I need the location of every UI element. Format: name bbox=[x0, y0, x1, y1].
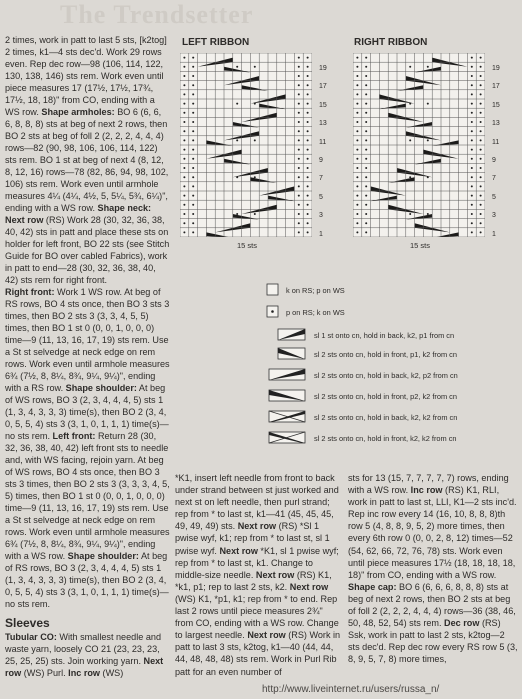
row-number: 3 bbox=[492, 212, 496, 220]
purl-stitch bbox=[298, 213, 300, 215]
purl-stitch bbox=[192, 66, 194, 68]
purl-stitch bbox=[356, 139, 358, 141]
purl-stitch bbox=[480, 204, 482, 206]
purl-stitch bbox=[471, 139, 473, 141]
purl-stitch bbox=[356, 93, 358, 95]
subheading: Tubular CO: bbox=[5, 632, 57, 642]
row-number: 5 bbox=[319, 193, 323, 201]
purl-stitch bbox=[409, 66, 411, 68]
purl-stitch bbox=[365, 139, 367, 141]
purl-stitch bbox=[471, 112, 473, 114]
legend-item: sl 1 st onto cn, hold in back, k2, p1 from cn bbox=[266, 328, 516, 342]
purl-stitch bbox=[480, 121, 482, 123]
purl-stitch bbox=[480, 112, 482, 114]
row-number: 9 bbox=[319, 157, 323, 164]
subheading: Shape neck: Next row bbox=[5, 203, 152, 225]
purl-stitch bbox=[183, 93, 185, 95]
instructions-column-2 bbox=[175, 472, 341, 678]
purl-stitch bbox=[192, 130, 194, 132]
paragraph: Tubular CO: With smallest needle and waste yarn, loosely CO 21 (23, 23, 23, 25, 25, 25) sts. Join working yarn. Next row (WS) Purl. Inc row (WS) bbox=[5, 632, 164, 678]
purl-stitch bbox=[365, 121, 367, 123]
purl-stitch bbox=[307, 213, 309, 215]
legend-item: sl 2 sts onto cn, hold in front, p2, k2 from cn bbox=[266, 389, 516, 403]
purl-stitch bbox=[356, 167, 358, 169]
row-number: 13 bbox=[319, 120, 327, 128]
paragraph: sts for 13 (15, 7, 7, 7, 7, 7) rows, ending with a WS row. Inc row (RS) K1, RLI, work in patt to last st, LLI, K1—2 sts inc'd. Rep inc row every 14 (16, 10, 8, 8, 8)th row 5 (4, 8, 8, 9, 5, 2) more times, then every 6th row 0 (0, 0, 2, 8, 12) times—52 (54, 62, 66, 72, 76, 78) sts. Work even until piece measures 17½ (18, 18, 18, 18, 18)" from CO, ending with a WS row. Shape cap: BO 6 (6, 6, 6, 8, 8, 8) sts at beg of next 2 rows, then BO 2 sts at beg of foll 2 (2, 2, 2, 4, 4, 4) rows—36 (38, 46, 50, 48, 52, 54) sts rem. Dec row (RS) Ssk, work in patt to last 2 sts, k2tog—2 sts dec'd. Rep dec row every RS row 5 (3, 8, 9, 5, 7, 8) more times, bbox=[348, 473, 518, 665]
purl-stitch bbox=[471, 195, 473, 197]
purl-stitch bbox=[183, 176, 185, 178]
purl-stitch bbox=[365, 93, 367, 95]
subheading: Next row bbox=[289, 581, 329, 592]
purl-stitch bbox=[480, 176, 482, 178]
purl-stitch bbox=[480, 231, 482, 233]
purl-stitch bbox=[307, 185, 309, 187]
purl-stitch bbox=[236, 66, 238, 68]
purl-stitch bbox=[192, 149, 194, 151]
left-stitch-count: 15 sts bbox=[237, 241, 258, 250]
purl-stitch bbox=[356, 75, 358, 77]
purl-stitch bbox=[298, 57, 300, 59]
purl-stitch bbox=[298, 130, 300, 132]
subheading: Next row bbox=[219, 545, 258, 556]
purl-stitch bbox=[356, 158, 358, 160]
purl-stitch bbox=[298, 84, 300, 86]
purl-stitch bbox=[192, 158, 194, 160]
row-number: 1 bbox=[319, 230, 323, 238]
purl-stitch bbox=[298, 158, 300, 160]
purl-stitch bbox=[480, 167, 482, 169]
purl-stitch bbox=[236, 139, 238, 141]
purl-stitch bbox=[307, 204, 309, 206]
banner-title: The Trendsetter bbox=[60, 0, 254, 29]
purl-stitch bbox=[356, 112, 358, 114]
purl-stitch bbox=[183, 112, 185, 114]
purl-stitch bbox=[365, 149, 367, 151]
subheading: Inc row bbox=[68, 668, 101, 678]
purl-stitch bbox=[427, 213, 429, 215]
row-number: 11 bbox=[492, 138, 500, 146]
purl-stitch bbox=[356, 231, 358, 233]
purl-stitch bbox=[365, 176, 367, 178]
purl-stitch bbox=[298, 103, 300, 105]
purl-stitch bbox=[307, 121, 309, 123]
purl-stitch bbox=[356, 176, 358, 178]
purl-stitch bbox=[192, 176, 194, 178]
row-number: 15 bbox=[492, 101, 500, 109]
purl-stitch bbox=[480, 185, 482, 187]
purl-stitch bbox=[365, 231, 367, 233]
purl-stitch bbox=[471, 130, 473, 132]
left-ribbon-chart bbox=[180, 53, 312, 237]
purl-stitch bbox=[480, 149, 482, 151]
purl-stitch bbox=[254, 176, 256, 178]
purl-stitch bbox=[192, 93, 194, 95]
purl-stitch bbox=[471, 158, 473, 160]
purl-stitch bbox=[183, 149, 185, 151]
purl-stitch bbox=[365, 84, 367, 86]
purl-stitch bbox=[356, 57, 358, 59]
legend-item: sl 2 sts onto cn, hold in front, p1, k2 from cn bbox=[266, 347, 516, 361]
purl-stitch bbox=[480, 222, 482, 224]
purl-stitch bbox=[480, 195, 482, 197]
purl-stitch bbox=[192, 167, 194, 169]
right-ribbon-chart bbox=[353, 53, 485, 237]
purl-stitch bbox=[183, 204, 185, 206]
purl-stitch bbox=[480, 158, 482, 160]
purl-stitch bbox=[192, 121, 194, 123]
purl-stitch bbox=[307, 57, 309, 59]
purl-stitch bbox=[254, 66, 256, 68]
purl-stitch bbox=[471, 167, 473, 169]
purl-stitch bbox=[307, 195, 309, 197]
purl-stitch bbox=[307, 75, 309, 77]
purl-stitch bbox=[471, 84, 473, 86]
purl-stitch bbox=[183, 158, 185, 160]
purl-stitch bbox=[298, 195, 300, 197]
purl-stitch bbox=[183, 84, 185, 86]
row-number: 1 bbox=[492, 230, 496, 238]
purl-stitch bbox=[298, 66, 300, 68]
purl-stitch bbox=[307, 139, 309, 141]
row-number: 19 bbox=[492, 65, 500, 72]
purl-stitch bbox=[480, 57, 482, 59]
purl-icon bbox=[266, 305, 280, 319]
legend-item: sl 2 sts onto cn, hold in back, k2, p2 from cn bbox=[266, 368, 516, 382]
subheading: Inc row bbox=[410, 485, 443, 496]
purl-stitch bbox=[471, 149, 473, 151]
purl-stitch bbox=[356, 149, 358, 151]
purl-stitch bbox=[471, 176, 473, 178]
purl-stitch bbox=[307, 93, 309, 95]
purl-stitch bbox=[192, 222, 194, 224]
purl-stitch bbox=[427, 103, 429, 105]
purl-stitch bbox=[356, 185, 358, 187]
purl-stitch bbox=[480, 75, 482, 77]
purl-stitch bbox=[365, 222, 367, 224]
purl-stitch bbox=[480, 213, 482, 215]
purl-stitch bbox=[480, 66, 482, 68]
subheading: Next row bbox=[237, 521, 277, 532]
purl-stitch bbox=[471, 57, 473, 59]
purl-stitch bbox=[471, 66, 473, 68]
purl-stitch bbox=[307, 167, 309, 169]
purl-stitch bbox=[365, 103, 367, 105]
purl-stitch bbox=[254, 139, 256, 141]
purl-stitch bbox=[365, 167, 367, 169]
paragraph: *K1, insert left needle from front to back under strand between st just worked and next st on left needle, then purl strand; rep from * to last st, k1—41 (45, 45, 45, 49, 49, 49) sts. Next row (RS) *Sl 1 pwise wyf, k1; rep from * to last st, sl 1 pwise wyf. Next row *K1, sl 1 pwise wyf; rep from * to last st, k1. Change to middle-size needle. Next row (RS) K1, *k1, p1; rep to last 2 sts, k2. Next row (WS) K1, *p1, k1; rep from * to end. Rep last 2 rows until piece measures 2¾" from CO, ending with a WS row. Change to largest needle. Next row (RS) Work in patt to last 3 sts, k2tog, k1—40 (44, 44, 44, 48, 48, 48) sts rem. Work in Purl Rib patt for an even number of bbox=[175, 473, 341, 677]
purl-stitch bbox=[192, 103, 194, 105]
row-number: 11 bbox=[319, 138, 327, 146]
purl-stitch bbox=[192, 84, 194, 86]
subheading: Dec row bbox=[444, 618, 480, 629]
knit-icon bbox=[266, 283, 280, 297]
purl-stitch bbox=[471, 222, 473, 224]
purl-stitch bbox=[307, 222, 309, 224]
purl-stitch bbox=[365, 158, 367, 160]
purl-stitch bbox=[298, 112, 300, 114]
purl-stitch bbox=[471, 213, 473, 215]
row-number: 17 bbox=[492, 83, 500, 91]
purl-stitch bbox=[183, 167, 185, 169]
purl-stitch bbox=[471, 75, 473, 77]
legend-item: p on RS; k on WS bbox=[266, 305, 516, 319]
purl-stitch bbox=[365, 130, 367, 132]
purl-stitch bbox=[192, 57, 194, 59]
purl-stitch bbox=[307, 158, 309, 160]
paragraph: Right front: Work 1 WS row. At beg of RS rows, BO 4 sts once, then BO 3 sts 3 times, then BO 2 sts 3 (3, 3, 4, 5, 5) times, then BO 1 st 0 (0, 0, 1, 0, 0, 0) time—9 (11, 13, 16, 17, 19) sts rem. Use a St st selvedge at neck edge on rem rows. Work even until armhole measures 6¾ (7½, 8, 8¼, 8¾, 9¼, 9¼)", ending with a RS row. Shape shoulder: At beg of WS rows, BO 3 (2, 3, 4, 4, 4, 5) sts 1 (1, 3, 4, 3, 3, 3) time(s), then BO 2 (3, 4, 0, 5, 5, 4) sts 3 (3, 1, 0, 1, 1, 1) time(s)—no sts rem. Left front: Return 28 (30, 32, 36, 38, 40, 42) left front sts to needle and, with WS facing, rejoin yarn. At beg of WS rows, BO 4 sts once, then BO 3 sts 3 times, then BO 2 sts 3 (3, 3, 3, 4, 5, 5) times, then BO 1 st 0 (0, 0, 1, 0, 0, 0) time—9 (11, 13, 16, 17, 19) sts rem. Use a St st selvedge at neck edge on rem rows. Work even until armhole measures 6¾ (7½, 8, 8¼, 8¾, 9¼, 9¼)", ending with a WS row. Shape shoulder: At beg of RS rows, BO 3 (2, 3, 4, 4, 4, 5) sts 1 (1, 3, 4, 3, 3, 3) time(s), then BO 2 (3, 4, 0, 5, 5, 4) sts 3 (3, 1, 0, 1, 1, 1) time(s)—no sts rem. bbox=[5, 287, 170, 609]
purl-stitch bbox=[298, 93, 300, 95]
purl-stitch bbox=[183, 139, 185, 141]
purl-stitch bbox=[365, 195, 367, 197]
row-number: 13 bbox=[492, 120, 500, 128]
purl-stitch bbox=[471, 121, 473, 123]
purl-stitch bbox=[298, 185, 300, 187]
purl-stitch bbox=[192, 204, 194, 206]
purl-stitch bbox=[183, 66, 185, 68]
legend-item: sl 2 sts onto cn, hold in back, k2, k2 from cn bbox=[266, 410, 516, 424]
purl-stitch bbox=[480, 139, 482, 141]
purl-stitch bbox=[365, 112, 367, 114]
purl-stitch bbox=[471, 93, 473, 95]
cable-2-2-left-icon bbox=[266, 389, 306, 403]
purl-stitch bbox=[356, 204, 358, 206]
purl-stitch bbox=[254, 213, 256, 215]
purl-stitch bbox=[183, 195, 185, 197]
subheading: Next row bbox=[255, 569, 295, 580]
purl-stitch bbox=[192, 195, 194, 197]
left-ribbon-title: LEFT RIBBON bbox=[182, 37, 250, 48]
purl-stitch bbox=[307, 112, 309, 114]
purl-stitch bbox=[183, 185, 185, 187]
purl-stitch bbox=[236, 103, 238, 105]
purl-stitch bbox=[356, 103, 358, 105]
cable-2-2-right-icon bbox=[266, 368, 306, 382]
row-number: 19 bbox=[319, 65, 327, 72]
purl-stitch bbox=[183, 75, 185, 77]
subheading: Shape shoulder: bbox=[65, 383, 137, 393]
purl-stitch bbox=[183, 130, 185, 132]
purl-stitch bbox=[183, 231, 185, 233]
purl-stitch bbox=[471, 204, 473, 206]
purl-stitch bbox=[471, 231, 473, 233]
purl-stitch bbox=[192, 75, 194, 77]
subheading: Shape armholes: bbox=[41, 107, 115, 117]
row-number: 5 bbox=[492, 193, 496, 201]
purl-stitch bbox=[409, 176, 411, 178]
purl-stitch bbox=[307, 66, 309, 68]
right-stitch-count: 15 sts bbox=[410, 241, 431, 250]
purl-stitch bbox=[183, 103, 185, 105]
purl-stitch bbox=[356, 222, 358, 224]
instructions-column-1 bbox=[5, 34, 170, 679]
subheading: Next row bbox=[247, 630, 286, 641]
purl-stitch bbox=[236, 213, 238, 215]
purl-stitch bbox=[192, 112, 194, 114]
purl-stitch bbox=[356, 213, 358, 215]
purl-stitch bbox=[183, 222, 185, 224]
purl-stitch bbox=[365, 57, 367, 59]
purl-stitch bbox=[480, 93, 482, 95]
cable-1-2-right-icon bbox=[266, 328, 306, 342]
right-ribbon-title: RIGHT RIBBON bbox=[354, 37, 428, 48]
section-heading-sleeves: Sleeves bbox=[5, 616, 50, 630]
purl-stitch bbox=[192, 139, 194, 141]
purl-stitch bbox=[298, 75, 300, 77]
purl-stitch bbox=[307, 84, 309, 86]
purl-stitch bbox=[192, 185, 194, 187]
row-number: 9 bbox=[492, 157, 496, 164]
subheading: Left front: bbox=[52, 431, 96, 441]
watermark-url: http://www.liveinternet.ru/users/russa_n/ bbox=[262, 684, 440, 695]
purl-stitch bbox=[307, 103, 309, 105]
purl-stitch bbox=[356, 195, 358, 197]
purl-stitch bbox=[192, 231, 194, 233]
purl-stitch bbox=[409, 213, 411, 215]
purl-stitch bbox=[183, 57, 185, 59]
purl-stitch bbox=[183, 213, 185, 215]
purl-stitch bbox=[298, 176, 300, 178]
subheading: Shape cap: bbox=[348, 581, 397, 592]
purl-stitch bbox=[365, 75, 367, 77]
instructions-column-3 bbox=[348, 472, 518, 666]
purl-stitch bbox=[356, 84, 358, 86]
purl-stitch bbox=[365, 204, 367, 206]
purl-stitch bbox=[356, 121, 358, 123]
purl-stitch bbox=[298, 139, 300, 141]
subheading: Shape shoulder: bbox=[67, 551, 139, 561]
purl-stitch bbox=[480, 84, 482, 86]
purl-stitch bbox=[298, 204, 300, 206]
purl-stitch bbox=[365, 66, 367, 68]
page-banner bbox=[0, 0, 522, 30]
row-number: 15 bbox=[319, 101, 327, 109]
purl-stitch bbox=[307, 149, 309, 151]
purl-stitch bbox=[427, 139, 429, 141]
row-number: 17 bbox=[319, 83, 327, 91]
purl-stitch bbox=[409, 139, 411, 141]
purl-stitch bbox=[307, 231, 309, 233]
paragraph: 2 times, work in patt to last 5 sts, [k2tog] 2 times, k1—4 sts dec'd. Work 29 rows even. Rep dec row—98 (106, 114, 122, 130, 138, 146) sts rem. Work even until piece measures 17 (17½, 17½, 17¾, 17½, 18, 18)" from CO, ending with a WS row. Shape armholes: BO 6 (6, 6, 6, 8, 8, 8) sts at beg of next 2 rows, then BO 2 sts at beg of foll 2 (2, 2, 2, 4, 4, 4) rows—82 (90, 98, 106, 106, 114, 122) sts rem. BO 1 st at beg of next 4 (8, 12, 8, 12, 16) rows—78 (82, 86, 94, 98, 102, 106) sts rem. Work even until armhole measures 4¼ (4¼, 4½, 5, 5¼, 5¾, 6¼)", ending with a WS row. Shape neck: Next row (RS) Work 28 (30, 32, 36, 38, 40, 42) sts in patt and place these sts on holder for left front, BO 22 sts (see Stitch Guide for BO over cabled Fabrics), work in patt to end—28 (30, 32, 36, 38, 40, 42) sts rem for right front. bbox=[5, 35, 170, 285]
row-number: 3 bbox=[319, 212, 323, 220]
purl-stitch bbox=[298, 149, 300, 151]
row-number: 7 bbox=[492, 175, 496, 183]
legend-item: k on RS; p on WS bbox=[266, 283, 516, 297]
legend-item: sl 2 sts onto cn, hold in front, k2, k2 from cn bbox=[266, 431, 516, 445]
purl-stitch bbox=[356, 66, 358, 68]
row-number: 7 bbox=[319, 175, 323, 183]
cable-2-1-left-icon bbox=[266, 347, 306, 361]
subheading: Right front: bbox=[5, 287, 55, 297]
purl-stitch bbox=[356, 130, 358, 132]
purl-stitch bbox=[298, 121, 300, 123]
purl-stitch bbox=[471, 103, 473, 105]
subheading: Next row bbox=[5, 656, 164, 678]
purl-stitch bbox=[307, 130, 309, 132]
cable-2-2-back-knit-icon bbox=[266, 410, 306, 424]
purl-stitch bbox=[365, 185, 367, 187]
purl-stitch bbox=[183, 121, 185, 123]
purl-stitch bbox=[298, 222, 300, 224]
purl-stitch bbox=[307, 176, 309, 178]
purl-stitch bbox=[192, 213, 194, 215]
cable-2-2-front-knit-icon bbox=[266, 431, 306, 445]
purl-stitch bbox=[480, 103, 482, 105]
purl-stitch bbox=[365, 213, 367, 215]
purl-stitch bbox=[298, 231, 300, 233]
purl-stitch bbox=[480, 130, 482, 132]
purl-stitch bbox=[471, 185, 473, 187]
purl-stitch bbox=[427, 66, 429, 68]
purl-stitch bbox=[298, 167, 300, 169]
